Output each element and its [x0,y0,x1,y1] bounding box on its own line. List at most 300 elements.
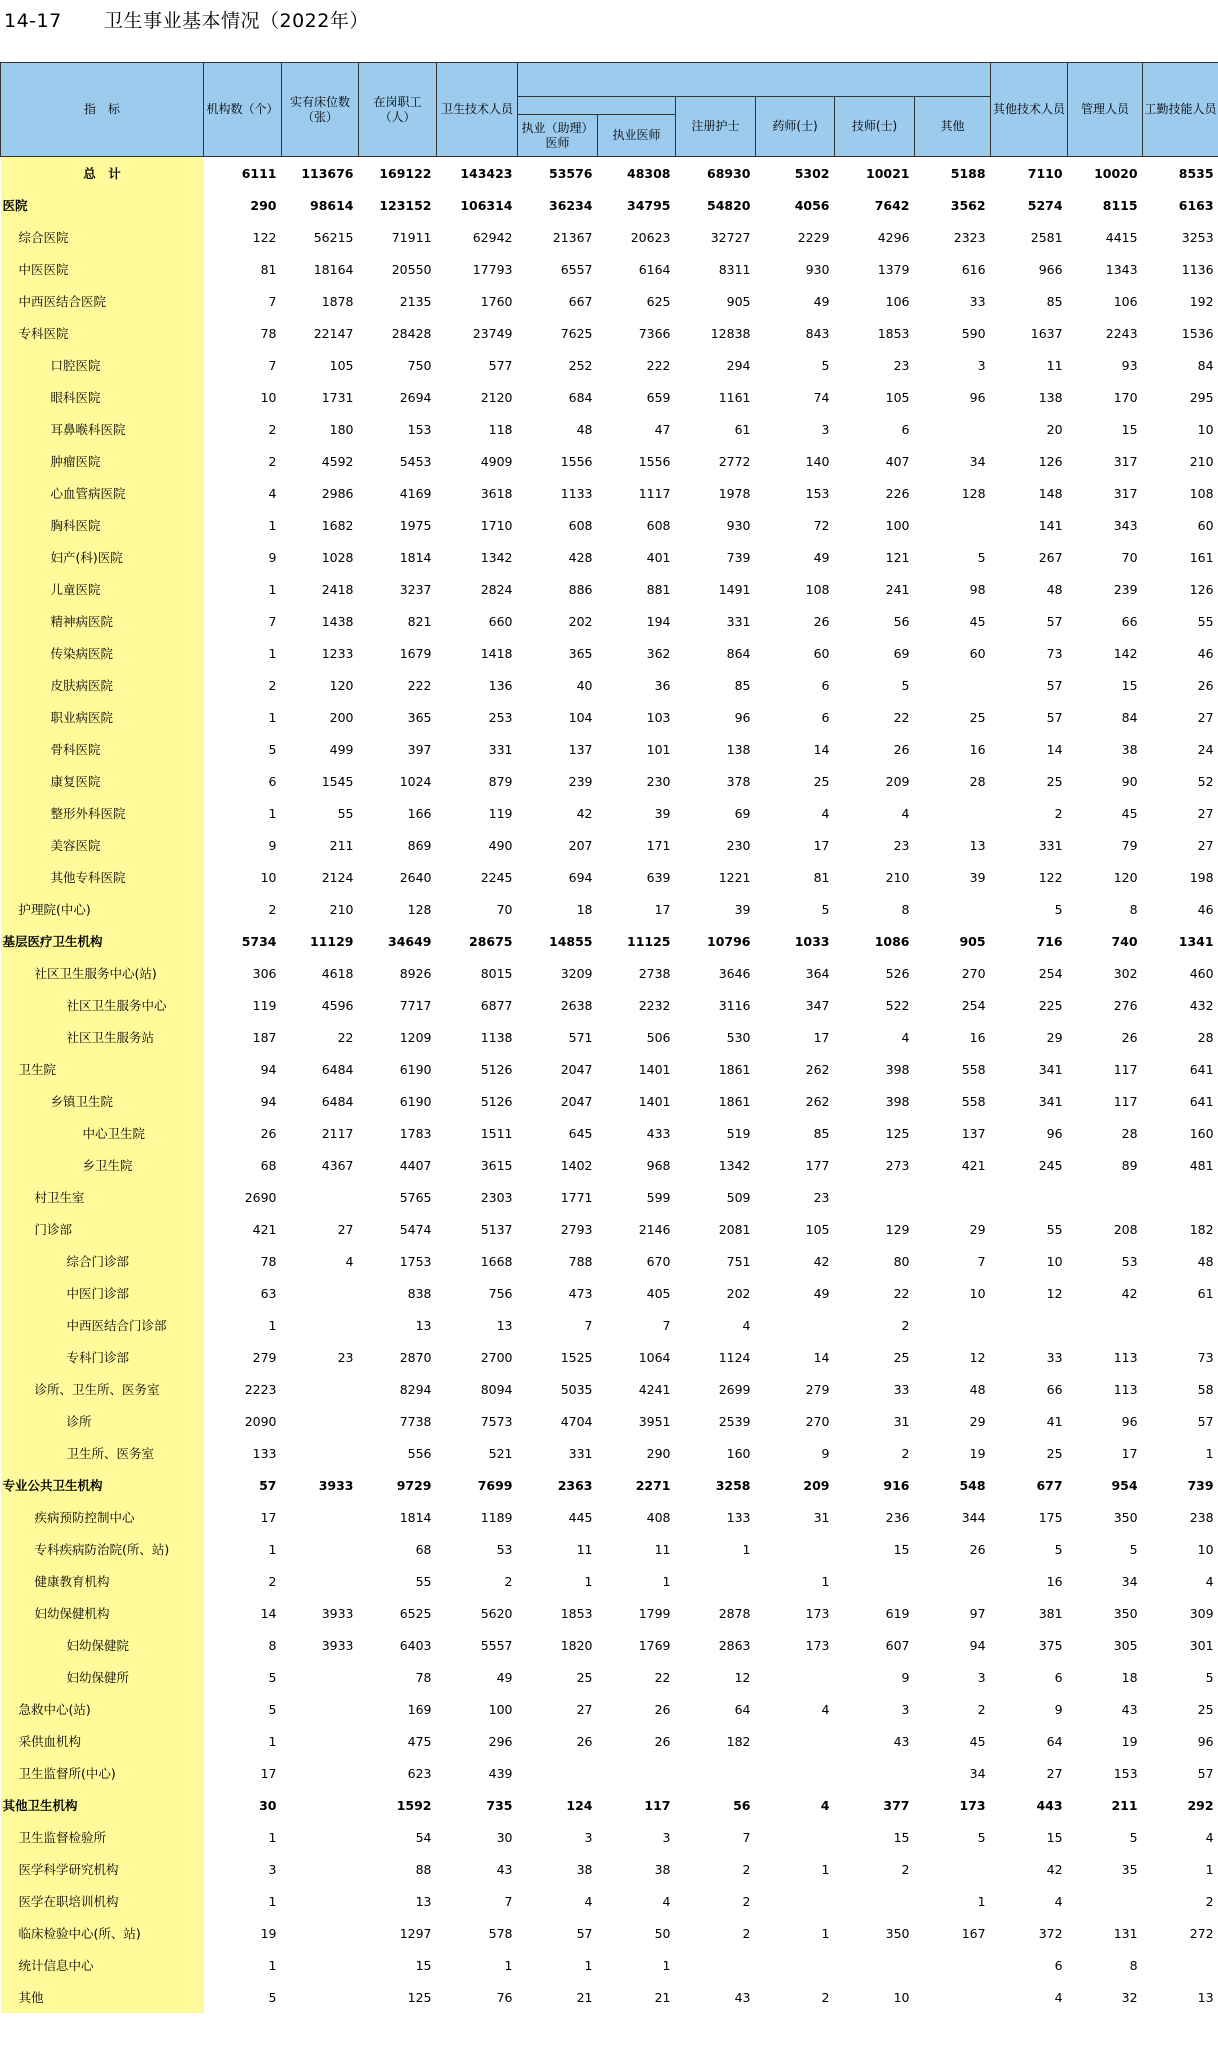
cell-health-tech: 62942 [472,229,513,245]
cell-physician-assistant: 571 [568,1029,593,1045]
cell-staff: 838 [407,1285,432,1301]
cell-other: 16 [969,741,986,757]
table-row [1,349,1218,381]
cell-other-tech: 11 [1046,357,1063,373]
cell-physician-assistant: 6557 [560,261,593,277]
cell-pharmacist: 49 [813,293,830,309]
table-row [1,1757,1218,1789]
cell-health-tech: 1 [504,1957,513,1973]
cell-other-tech: 96 [1046,1125,1063,1141]
cell-management: 70 [1121,549,1138,565]
cell-health-tech: 6877 [480,997,513,1013]
cell-technician: 15 [893,1541,910,1557]
cell-pharmacist: 5 [821,357,830,373]
cell-pharmacist [756,1949,835,1981]
cell-technician: 7642 [874,197,910,213]
cell-physician: 20623 [630,229,671,245]
cell-management [1068,1885,1143,1917]
cell-staff: 1209 [399,1029,432,1045]
cell-management: 113 [1113,1349,1138,1365]
cell-health-tech: 23749 [472,325,513,341]
cell-health-tech: 2303 [480,1189,513,1205]
cell-institutions: 57 [259,1477,277,1493]
cell-management: 8 [1129,1957,1138,1973]
row-label: 社区卫生服务站 [1,1021,204,1053]
cell-staff: 821 [407,613,432,629]
cell-nurse: 12 [734,1669,751,1685]
cell-physician-assistant: 445 [568,1509,593,1525]
cell-pharmacist: 4 [821,805,830,821]
cell-physician: 1117 [638,485,671,501]
cell-health-tech: 253 [488,709,513,725]
cell-worker: 161 [1189,549,1214,565]
cell-institutions: 3 [268,1861,277,1877]
cell-beds [282,1981,359,2013]
cell-health-tech: 439 [488,1765,513,1781]
cell-other: 344 [961,1509,986,1525]
cell-physician: 11125 [627,933,671,949]
header-pharmacist: 药师(士) [756,97,835,157]
row-label: 社区卫生服务中心 [1,989,204,1021]
cell-technician: 9 [901,1669,910,1685]
cell-pharmacist: 42 [813,1253,830,1269]
cell-physician: 117 [644,1797,671,1813]
table-row [1,1949,1218,1981]
cell-health-tech: 119 [488,805,513,821]
row-label: 口腔医院 [1,349,204,381]
table-row [1,1725,1218,1757]
cell-beds: 4 [345,1253,354,1269]
cell-other: 94 [969,1637,986,1653]
cell-beds [282,1725,359,1757]
cell-beds [282,1693,359,1725]
table-row [1,1213,1218,1245]
cell-institutions: 8 [268,1637,277,1653]
table-row [1,1245,1218,1277]
cell-nurse: 2699 [718,1381,751,1397]
cell-management: 954 [1111,1477,1138,1493]
cell-pharmacist [756,1885,835,1917]
cell-technician: 23 [893,837,910,853]
cell-physician-assistant: 48 [576,421,593,437]
cell-other-tech: 64 [1046,1733,1063,1749]
cell-other-tech: 175 [1038,1509,1063,1525]
cell-staff: 6190 [399,1093,432,1109]
row-label: 卫生所、医务室 [1,1437,204,1469]
cell-management: 32 [1121,1989,1138,2005]
cell-other: 590 [961,325,986,341]
cell-institutions: 1 [268,709,277,725]
cell-physician: 3951 [638,1413,671,1429]
cell-institutions: 63 [260,1285,277,1301]
cell-health-tech: 5557 [480,1637,513,1653]
cell-institutions: 2223 [244,1381,277,1397]
cell-technician: 69 [893,645,910,661]
table-row [1,829,1218,861]
cell-beds: 211 [329,837,354,853]
cell-worker: 108 [1189,485,1214,501]
cell-nurse [676,1757,756,1789]
cell-institutions: 421 [252,1221,277,1237]
cell-other-tech: 245 [1038,1157,1063,1173]
cell-worker: 61 [1197,1285,1214,1301]
cell-physician: 433 [646,1125,671,1141]
cell-worker: 192 [1189,293,1214,309]
cell-physician: 290 [646,1445,671,1461]
cell-physician-assistant: 239 [568,773,593,789]
cell-worker: 4 [1205,1573,1214,1589]
cell-institutions: 1 [268,1733,277,1749]
cell-physician-assistant: 1556 [560,453,593,469]
cell-worker [1143,1309,1218,1341]
cell-worker: 2 [1205,1893,1214,1909]
cell-other: 558 [961,1093,986,1109]
cell-physician-assistant: 1771 [560,1189,593,1205]
row-label: 临床检验中心(所、站) [1,1917,204,1949]
table-row [1,381,1218,413]
cell-staff: 123152 [379,197,432,213]
cell-nurse: 2863 [718,1637,751,1653]
cell-health-tech: 577 [488,357,513,373]
cell-management: 26 [1121,1029,1138,1045]
cell-technician: 5 [901,677,910,693]
cell-other: 173 [959,1797,986,1813]
cell-staff: 8926 [399,965,432,981]
cell-worker: 26 [1197,677,1214,693]
cell-technician: 398 [885,1061,910,1077]
cell-technician: 273 [885,1157,910,1173]
cell-pharmacist: 14 [813,741,830,757]
cell-beds [282,1373,359,1405]
cell-other-tech: 16 [1046,1573,1063,1589]
cell-physician-assistant: 5035 [560,1381,593,1397]
cell-other: 167 [961,1925,986,1941]
cell-nurse: 2772 [718,453,751,469]
table-row [1,1597,1218,1629]
row-label: 中医医院 [1,253,204,285]
cell-technician: 10021 [866,165,910,181]
cell-other: 97 [969,1605,986,1621]
cell-management: 17 [1121,1445,1138,1461]
cell-technician: 398 [885,1093,910,1109]
row-label: 妇幼保健院 [1,1629,204,1661]
cell-technician: 241 [885,581,910,597]
cell-worker: 295 [1189,389,1214,405]
cell-health-tech: 7699 [477,1477,513,1493]
cell-health-tech: 5620 [480,1605,513,1621]
cell-physician: 11 [654,1541,671,1557]
cell-pharmacist [756,1757,835,1789]
cell-institutions: 26 [260,1125,277,1141]
cell-physician: 103 [646,709,671,725]
cell-beds: 3933 [321,1605,354,1621]
cell-nurse [676,1949,756,1981]
row-label: 心血管病医院 [1,477,204,509]
cell-management: 8 [1129,901,1138,917]
cell-other [915,1181,991,1213]
header-physician-group [518,97,676,115]
cell-other-tech: 372 [1038,1925,1063,1941]
cell-technician [835,1885,915,1917]
table-row [1,253,1218,285]
cell-technician: 8 [901,901,910,917]
cell-management: 208 [1113,1221,1138,1237]
cell-technician: 43 [893,1733,910,1749]
cell-institutions: 5734 [241,933,277,949]
cell-institutions: 119 [252,997,277,1013]
cell-nurse: 68930 [707,165,751,181]
cell-physician: 48308 [627,165,671,181]
header-worker: 工勤技能人员 [1143,63,1218,157]
cell-physician-assistant: 26 [576,1733,593,1749]
cell-institutions: 2 [268,901,277,917]
cell-staff: 55 [415,1573,432,1589]
cell-beds: 11129 [310,933,354,949]
cell-other [915,893,991,925]
cell-physician: 1769 [638,1637,671,1653]
cell-other-tech: 57 [1046,709,1063,725]
cell-technician: 4 [901,805,910,821]
cell-beds [282,1821,359,1853]
cell-other: 3562 [950,197,986,213]
cell-physician: 881 [646,581,671,597]
cell-physician-assistant: 42 [576,805,593,821]
cell-staff: 2640 [399,869,432,885]
cell-institutions: 2 [268,453,277,469]
header-beds: 实有床位数（张） [282,63,359,157]
cell-other-tech: 57 [1046,677,1063,693]
cell-other-tech: 42 [1046,1861,1063,1877]
cell-other-tech: 4 [1054,1989,1063,2005]
cell-physician: 17 [654,901,671,917]
cell-technician: 125 [885,1125,910,1141]
cell-other-tech: 5 [1054,901,1063,917]
header-health-tech: 卫生技术人员 [437,63,518,157]
row-label: 专业公共卫生机构 [1,1469,204,1501]
row-label: 骨科医院 [1,733,204,765]
cell-management: 276 [1113,997,1138,1013]
cell-beds: 200 [329,709,354,725]
cell-worker: 210 [1189,453,1214,469]
table-row [1,1661,1218,1693]
cell-physician-assistant: 4 [584,1893,593,1909]
cell-health-tech: 1710 [480,517,513,533]
cell-other: 13 [969,837,986,853]
cell-pharmacist: 153 [805,485,830,501]
cell-beds: 1233 [321,645,354,661]
cell-pharmacist: 31 [813,1509,830,1525]
cell-other [915,413,991,445]
table-row [1,157,1218,190]
cell-worker: 238 [1189,1509,1214,1525]
cell-other [915,669,991,701]
table-row [1,285,1218,317]
row-label: 诊所 [1,1405,204,1437]
cell-pharmacist: 347 [805,997,830,1013]
cell-management: 66 [1121,613,1138,629]
cell-staff: 169 [407,1701,432,1717]
cell-worker: 309 [1189,1605,1214,1621]
cell-technician: 4 [901,1029,910,1045]
cell-management: 5 [1129,1829,1138,1845]
cell-worker [1143,1949,1218,1981]
cell-physician-assistant: 2638 [560,997,593,1013]
cell-other: 33 [969,293,986,309]
cell-beds: 180 [329,421,354,437]
cell-physician-assistant: 21 [576,1989,593,2005]
cell-beds: 4592 [321,453,354,469]
cell-health-tech: 879 [488,773,513,789]
cell-institutions: 6 [268,773,277,789]
cell-management: 93 [1121,357,1138,373]
cell-technician: 10 [893,1989,910,2005]
cell-health-tech: 7573 [480,1413,513,1429]
cell-institutions: 6111 [241,165,277,181]
cell-technician [835,1565,915,1597]
cell-pharmacist [756,1533,835,1565]
cell-beds [282,1181,359,1213]
cell-staff: 1024 [399,773,432,789]
cell-technician: 106 [885,293,910,309]
table-row [1,477,1218,509]
cell-institutions: 2690 [244,1189,277,1205]
cell-staff: 128 [407,901,432,917]
cell-beds: 2986 [321,485,354,501]
cell-management: 90 [1121,773,1138,789]
cell-staff: 1814 [399,549,432,565]
cell-institutions: 17 [260,1509,277,1525]
cell-staff: 1297 [399,1925,432,1941]
cell-institutions: 9 [268,837,277,853]
row-label: 综合门诊部 [1,1245,204,1277]
cell-health-tech: 521 [488,1445,513,1461]
cell-pharmacist: 140 [805,453,830,469]
cell-beds: 18164 [313,261,354,277]
cell-other: 39 [969,869,986,885]
cell-technician: 15 [893,1829,910,1845]
cell-physician-assistant: 365 [568,645,593,661]
cell-physician: 222 [646,357,671,373]
cell-nurse: 61 [734,421,751,437]
table-row [1,957,1218,989]
cell-beds [282,1885,359,1917]
table-row [1,1053,1218,1085]
cell-physician-assistant: 27 [576,1701,593,1717]
cell-physician: 405 [646,1285,671,1301]
cell-technician: 31 [893,1413,910,1429]
cell-physician-assistant: 4704 [560,1413,593,1429]
cell-staff: 623 [407,1765,432,1781]
cell-other-tech: 5274 [1027,197,1063,213]
cell-management: 350 [1113,1509,1138,1525]
cell-other-tech: 122 [1038,869,1063,885]
cell-physician: 39 [654,805,671,821]
table-row [1,1437,1218,1469]
cell-pharmacist: 5 [821,901,830,917]
cell-nurse: 2 [742,1893,751,1909]
cell-physician-assistant: 1133 [560,485,593,501]
cell-staff: 71911 [391,229,432,245]
cell-pharmacist: 26 [813,613,830,629]
cell-nurse: 905 [726,293,751,309]
cell-staff: 222 [407,677,432,693]
cell-technician: 4296 [877,229,910,245]
cell-pharmacist: 4 [821,1701,830,1717]
cell-management: 8115 [1102,197,1138,213]
cell-staff: 4169 [399,485,432,501]
cell-management: 45 [1121,805,1138,821]
cell-other-tech: 375 [1038,1637,1063,1653]
cell-other: 12 [969,1349,986,1365]
cell-staff: 1592 [396,1797,432,1813]
cell-physician: 659 [646,389,671,405]
table-row [1,1149,1218,1181]
cell-health-tech: 4909 [480,453,513,469]
cell-physician: 194 [646,613,671,629]
cell-physician-assistant: 7625 [560,325,593,341]
cell-worker: 84 [1197,357,1214,373]
table-row [1,1981,1218,2013]
cell-other: 2323 [953,229,986,245]
cell-worker: 73 [1197,1349,1214,1365]
cell-beds: 4596 [321,997,354,1013]
cell-physician: 2738 [638,965,671,981]
cell-health-tech: 30 [496,1829,513,1845]
cell-management: 113 [1113,1381,1138,1397]
cell-nurse: 2 [742,1925,751,1941]
table-row [1,1341,1218,1373]
table-row [1,1533,1218,1565]
cell-beds: 1438 [321,613,354,629]
cell-institutions: 187 [252,1029,277,1045]
row-label: 卫生监督检验所 [1,1821,204,1853]
cell-staff: 6525 [399,1605,432,1621]
cell-technician [835,1181,915,1213]
table-title: 卫生事业基本情况（2022年） [104,10,369,32]
cell-other [915,1853,991,1885]
cell-management: 5 [1129,1541,1138,1557]
header-other-tech: 其他技术人员 [991,63,1068,157]
row-label: 基层医疗卫生机构 [1,925,204,957]
cell-management: 740 [1111,933,1138,949]
table-row [1,1117,1218,1149]
cell-physician: 1401 [638,1093,671,1109]
cell-physician-assistant: 1853 [560,1605,593,1621]
cell-pharmacist: 60 [813,645,830,661]
cell-pharmacist: 930 [805,261,830,277]
cell-institutions: 78 [260,325,277,341]
cell-other-tech [991,1309,1068,1341]
cell-nurse: 69 [734,805,751,821]
cell-pharmacist: 262 [805,1093,830,1109]
cell-management: 117 [1113,1061,1138,1077]
cell-beds: 3933 [318,1477,354,1493]
cell-health-tech: 2700 [480,1349,513,1365]
cell-worker: 160 [1189,1125,1214,1141]
cell-staff: 6403 [399,1637,432,1653]
cell-staff: 68 [415,1541,432,1557]
cell-physician-assistant: 11 [576,1541,593,1557]
cell-other-tech: 966 [1038,261,1063,277]
cell-staff: 2135 [399,293,432,309]
cell-management: 317 [1113,453,1138,469]
cell-pharmacist [756,1309,835,1341]
cell-beds: 27 [337,1221,354,1237]
cell-physician-assistant: 202 [568,613,593,629]
cell-beds [282,1789,359,1821]
cell-staff: 3237 [399,581,432,597]
table-row [1,541,1218,573]
